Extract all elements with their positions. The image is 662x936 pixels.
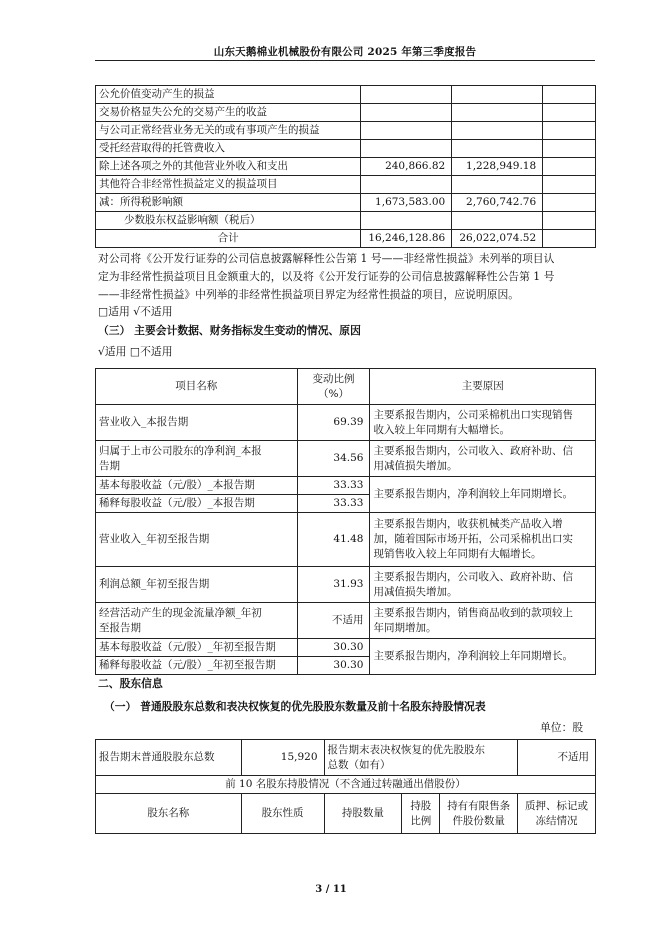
table-row: [96, 122, 596, 140]
row-note-cell: [543, 194, 596, 212]
shareholder-table: [95, 739, 596, 834]
row-label: 少数股东权益影响额（税后）: [96, 212, 361, 230]
reason-line: 主要系报告期内，销售商品收到的款项较上: [373, 606, 573, 619]
note-checkbox: □适用 √不适用: [98, 305, 173, 318]
reason-cell: [370, 477, 596, 513]
col-change-ratio-line2: （%）: [318, 387, 349, 400]
reason-line: 主要系报告期内，公司收入、政府补助、信: [373, 570, 573, 583]
reason-line: 年同期增加。: [373, 621, 437, 634]
shareholder-subtitle: （一） 普通股股东总数和表决权恢复的优先股股东数量及前十名股东持股情况表: [104, 700, 486, 713]
item-name-line: 经营活动产生的现金流量净额_年初: [99, 606, 262, 619]
row-current-value: [361, 104, 452, 122]
item-name-cell: [96, 477, 298, 495]
page-header: 山东天鹅棉业机械股份有限公司 2025 年第三季度报告: [213, 46, 477, 58]
reason-line: 现销售收入较上年同期有大幅增长。: [373, 548, 542, 560]
row-current-value: 240,866.82: [361, 158, 452, 176]
item-name-cell: [96, 603, 298, 639]
unit-label: 单位：股: [540, 721, 584, 734]
change-ratio-cell: 34.56: [297, 441, 370, 477]
table-row: [96, 86, 596, 104]
row-note-cell: [543, 212, 596, 230]
col-share-ratio-line1: 持股: [410, 799, 432, 812]
row-current-value: [361, 176, 452, 194]
table-row: [96, 176, 596, 194]
reason-cell: [370, 567, 596, 603]
note-line-3: ——非经常性损益》中列举的非经常性损益项目界定为经常性损益的项目，应说明原因。: [98, 288, 520, 301]
reason-line: 主要系报告期内，收获机械类产品收入增: [373, 518, 563, 530]
note-line-2: 定为非经常性损益项目且金额重大的，以及将《公开发行证券的公司信息披露解释性公告第 1 号: [98, 270, 555, 283]
row-ytd-value: 1,228,949.18: [452, 158, 543, 176]
reason-line: 收入较上年同期有大幅增长。: [373, 423, 510, 436]
note-line-1: 对公司将《公开发行证券的公司信息披露解释性公告第 1 号——非经常性损益》未列举的项目认: [98, 252, 555, 265]
item-name-line: 稀释每股收益（元/股）_年初至报告期: [99, 659, 276, 671]
label-preferred-line2: 总数（如有）: [327, 758, 391, 771]
row-note-cell: [543, 140, 596, 158]
reason-line: 主要系报告期内，公司采棉机出口实现销售: [373, 408, 573, 421]
table-row: [96, 212, 596, 230]
table-row: [96, 441, 596, 477]
item-name-cell: [96, 567, 298, 603]
change-ratio-cell: 30.30: [297, 657, 370, 675]
item-name-cell: [96, 405, 298, 441]
row-ytd-value: [452, 86, 543, 104]
reason-cell: [370, 513, 596, 567]
reason-line: 加，随着国际市场开拓，公司采棉机出口实: [373, 533, 573, 545]
col-pledge-line2: 冻结情况: [535, 814, 578, 827]
reason-line: 用减值损失增加。: [373, 459, 458, 472]
item-name-line: 营业收入_年初至报告期: [99, 533, 210, 545]
col-shareholder-name: 股东名称: [96, 794, 242, 834]
reason-line: 用减值损失增加。: [373, 585, 458, 598]
row-ytd-value: [452, 104, 543, 122]
row-current-value: 16,246,128.86: [361, 230, 452, 248]
col-shareholder-nature: 股东性质: [241, 794, 324, 834]
change-ratio-cell: 30.30: [297, 639, 370, 657]
table-row: [96, 230, 596, 248]
table-row: [96, 639, 596, 657]
value-preferred-shareholders: 不适用: [518, 740, 596, 776]
col-pledge-status: [518, 794, 596, 834]
top10-title: 前 10 名股东持股情况（不含通过转融通出借股份）: [96, 776, 596, 794]
row-label: 交易价格显失公允的交易产生的收益: [96, 104, 361, 122]
section-3-title: （三） 主要会计数据、财务指标发生变动的情况、原因: [98, 324, 361, 337]
shareholder-section-title: 二、股东信息: [98, 677, 163, 690]
row-note-cell: [543, 176, 596, 194]
table-row: [96, 477, 596, 495]
table-row: [96, 603, 596, 639]
reason-line: 主要系报告期内，公司收入、政府补助、信: [373, 444, 573, 457]
label-preferred-line1: 报告期末表决权恢复的优先股股东: [327, 743, 486, 756]
row-current-value: [361, 212, 452, 230]
col-pledge-line1: 质押、标记或: [525, 799, 589, 812]
section-3-checkbox: √适用 □不适用: [98, 345, 173, 358]
value-total-shareholders: 15,920: [241, 740, 324, 776]
row-label: 合计: [96, 230, 361, 248]
col-change-ratio: [297, 369, 370, 405]
item-name-cell: [96, 441, 298, 477]
item-name-line: 告期: [99, 459, 120, 472]
item-name-line: 基本每股收益（元/股）_本报告期: [99, 479, 255, 491]
row-current-value: [361, 140, 452, 158]
col-share-quantity: 持股数量: [324, 794, 402, 834]
table-row: [96, 513, 596, 567]
col-restricted-shares: [440, 794, 518, 834]
change-ratio-cell: 31.93: [297, 567, 370, 603]
reason-cell: [370, 405, 596, 441]
non-recurring-items-table: [95, 85, 596, 248]
row-ytd-value: [452, 122, 543, 140]
reason-cell: [370, 639, 596, 675]
row-current-value: 1,673,583.00: [361, 194, 452, 212]
row-label: 公允价值变动产生的损益: [96, 86, 361, 104]
item-name-line: 稀释每股收益（元/股）_本报告期: [99, 497, 255, 509]
row-note-cell: [543, 86, 596, 104]
table-row: [96, 567, 596, 603]
row-ytd-value: 26,022,074.52: [452, 230, 543, 248]
change-ratio-cell: 33.33: [297, 477, 370, 495]
col-share-ratio: [402, 794, 440, 834]
row-label: 受托经营取得的托管费收入: [96, 140, 361, 158]
reason-cell: [370, 603, 596, 639]
row-note-cell: [543, 158, 596, 176]
table-row: [96, 158, 596, 176]
item-name-cell: [96, 657, 298, 675]
reason-line: 主要系报告期内，净利润较上年同期增长。: [373, 488, 573, 500]
row-ytd-value: [452, 140, 543, 158]
table-row: [96, 140, 596, 158]
col-restricted-line2: 件股份数量: [452, 814, 505, 827]
row-ytd-value: [452, 212, 543, 230]
item-name-line: 至报告期: [99, 621, 141, 634]
indicator-change-table: [95, 368, 596, 675]
change-ratio-cell: 69.39: [297, 405, 370, 441]
label-preferred-shareholders: [324, 740, 518, 776]
col-change-ratio-line1: 变动比例: [312, 372, 355, 385]
item-name-cell: [96, 513, 298, 567]
col-restricted-line1: 持有有限售条: [447, 799, 511, 812]
item-name-cell: [96, 495, 298, 513]
change-ratio-cell: 33.33: [297, 495, 370, 513]
reason-line: 主要系报告期内，净利润较上年同期增长。: [373, 650, 573, 662]
col-share-ratio-line2: 比例: [410, 814, 432, 827]
item-name-cell: [96, 639, 298, 657]
col-item-name: 项目名称: [96, 369, 298, 405]
item-name-line: 归属于上市公司股东的净利润_本报: [99, 444, 262, 457]
row-label: 减：所得税影响额: [96, 194, 361, 212]
item-name-line: 营业收入_本报告期: [99, 416, 189, 428]
table-row: [96, 405, 596, 441]
row-current-value: [361, 122, 452, 140]
row-note-cell: [543, 104, 596, 122]
change-ratio-cell: 不适用: [297, 603, 370, 639]
table-row: [96, 104, 596, 122]
row-label: 与公司正常经营业务无关的或有事项产生的损益: [96, 122, 361, 140]
change-ratio-cell: 41.48: [297, 513, 370, 567]
row-label: 其他符合非经常性损益定义的损益项目: [96, 176, 361, 194]
header-divider: [95, 60, 595, 61]
row-note-cell: [543, 230, 596, 248]
row-ytd-value: 2,760,742.76: [452, 194, 543, 212]
reason-cell: [370, 441, 596, 477]
row-note-cell: [543, 122, 596, 140]
row-label: 除上述各项之外的其他营业外收入和支出: [96, 158, 361, 176]
item-name-line: 利润总额_年初至报告期: [99, 578, 210, 590]
col-main-reason: 主要原因: [370, 369, 596, 405]
row-ytd-value: [452, 176, 543, 194]
label-total-shareholders: 报告期末普通股股东总数: [96, 740, 242, 776]
row-current-value: [361, 86, 452, 104]
table-row: [96, 194, 596, 212]
page-number: 3 / 11: [315, 884, 347, 895]
item-name-line: 基本每股收益（元/股）_年初至报告期: [99, 641, 276, 653]
